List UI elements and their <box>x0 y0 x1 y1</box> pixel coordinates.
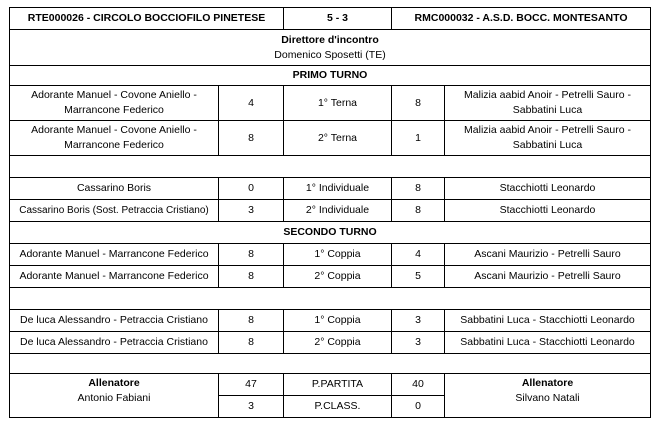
second-round-title: SECONDO TURNO <box>10 222 651 244</box>
spacer-cell <box>10 156 651 178</box>
game-type: 1° Individuale <box>284 178 392 200</box>
table-row <box>10 244 651 266</box>
home-score: 4 <box>219 86 284 121</box>
away-coach <box>445 374 651 418</box>
game-type: 2° Terna <box>284 121 392 156</box>
away-score: 8 <box>392 200 445 222</box>
home-players <box>10 121 219 156</box>
away-players: Stacchiotti Leonardo <box>445 200 651 222</box>
home-score: 8 <box>219 332 284 354</box>
home-team-name: RTE000026 - CIRCOLO BOCCIOFILO PINETESE <box>10 8 284 30</box>
table-row <box>10 310 651 332</box>
home-players: De luca Alessandro - Petraccia Cristiano <box>10 310 219 332</box>
home-players: Adorante Manuel - Marrancone Federico <box>10 244 219 266</box>
director-row <box>10 30 651 66</box>
home-players: Cassarino Boris <box>10 178 219 200</box>
game-type: 2° Coppia <box>284 266 392 288</box>
home-players-line1: Adorante Manuel - Covone Aniello - <box>31 124 197 136</box>
spacer-cell <box>10 288 651 310</box>
away-coach-name: Silvano Natali <box>515 392 580 404</box>
class-home: 3 <box>219 396 284 418</box>
director-label: Direttore d'incontro <box>281 33 379 46</box>
partita-home: 47 <box>219 374 284 396</box>
match-report-table <box>9 7 651 418</box>
director-cell <box>10 30 651 66</box>
away-score: 3 <box>392 310 445 332</box>
director-name: Domenico Sposetti (TE) <box>274 48 386 61</box>
partita-label: P.PARTITA <box>284 374 392 396</box>
class-away: 0 <box>392 396 445 418</box>
away-players-line1: Malizia aabid Anoir - Petrelli Sauro - <box>464 124 631 136</box>
second-round-title-row <box>10 222 651 244</box>
away-players-line2: Sabbatini Luca <box>512 104 583 116</box>
home-score: 8 <box>219 244 284 266</box>
home-coach-label: Allenatore <box>88 377 140 389</box>
match-report-sheet <box>9 7 650 418</box>
away-score: 8 <box>392 178 445 200</box>
table-row <box>10 266 651 288</box>
away-players <box>445 86 651 121</box>
home-coach <box>10 374 219 418</box>
game-type: 1° Coppia <box>284 244 392 266</box>
table-row <box>10 332 651 354</box>
home-players: De luca Alessandro - Petraccia Cristiano <box>10 332 219 354</box>
home-score: 8 <box>219 121 284 156</box>
first-round-title: PRIMO TURNO <box>10 66 651 86</box>
away-players <box>445 121 651 156</box>
table-row <box>10 121 651 156</box>
table-row <box>10 178 651 200</box>
game-type: 2° Individuale <box>284 200 392 222</box>
spacer-row <box>10 156 651 178</box>
game-type: 2° Coppia <box>284 332 392 354</box>
home-players-line2: Marrancone Federico <box>64 139 164 151</box>
home-score: 3 <box>219 200 284 222</box>
home-players <box>10 86 219 121</box>
away-players: Ascani Maurizio - Petrelli Sauro <box>445 244 651 266</box>
game-type: 1° Terna <box>284 86 392 121</box>
game-type: 1° Coppia <box>284 310 392 332</box>
away-score: 5 <box>392 266 445 288</box>
match-score: 5 - 3 <box>284 8 392 30</box>
home-players: Cassarino Boris (Sost. Petraccia Cristiano) <box>10 200 219 222</box>
footer-row-partita <box>10 374 651 396</box>
spacer-row <box>10 354 651 374</box>
away-score: 8 <box>392 86 445 121</box>
table-row <box>10 200 651 222</box>
away-players: Sabbatini Luca - Stacchiotti Leonardo <box>445 310 651 332</box>
away-coach-label: Allenatore <box>521 377 574 389</box>
away-team-name: RMC000032 - A.S.D. BOCC. MONTESANTO <box>392 8 651 30</box>
first-round-title-row <box>10 66 651 86</box>
spacer-row <box>10 288 651 310</box>
home-score: 0 <box>219 178 284 200</box>
home-players-line2: Marrancone Federico <box>64 104 164 116</box>
away-players-line1: Malizia aabid Anoir - Petrelli Sauro - <box>464 89 631 101</box>
away-players: Sabbatini Luca - Stacchiotti Leonardo <box>445 332 651 354</box>
home-score: 8 <box>219 310 284 332</box>
away-score: 1 <box>392 121 445 156</box>
away-score: 3 <box>392 332 445 354</box>
away-players-line2: Sabbatini Luca <box>512 139 583 151</box>
away-players: Ascani Maurizio - Petrelli Sauro <box>445 266 651 288</box>
home-score: 8 <box>219 266 284 288</box>
class-label: P.CLASS. <box>284 396 392 418</box>
table-row <box>10 86 651 121</box>
home-players-line1: Adorante Manuel - Covone Aniello - <box>31 89 197 101</box>
header-row <box>10 8 651 30</box>
away-score: 4 <box>392 244 445 266</box>
home-coach-name: Antonio Fabiani <box>77 392 151 404</box>
home-players: Adorante Manuel - Marrancone Federico <box>10 266 219 288</box>
partita-away: 40 <box>392 374 445 396</box>
spacer-cell <box>10 354 651 374</box>
away-players: Stacchiotti Leonardo <box>445 178 651 200</box>
